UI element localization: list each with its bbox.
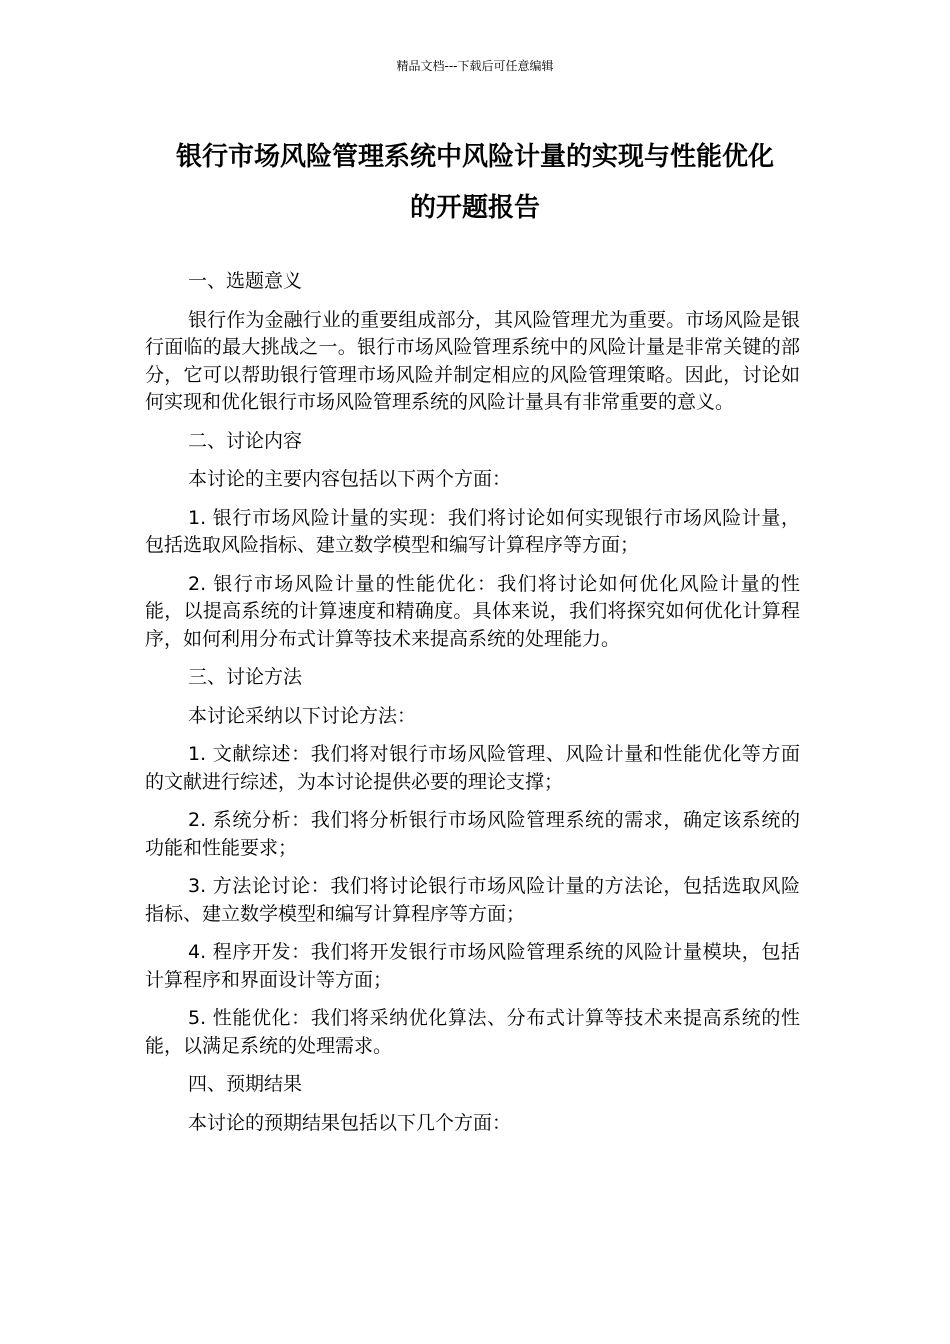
- title-line-1: 银行市场风险管理系统中风险计量的实现与性能优化: [175, 142, 774, 172]
- section-3-intro: 本讨论采纳以下讨论方法：: [188, 704, 417, 727]
- section-heading-4: 四、预期结果: [188, 1073, 303, 1095]
- document-title: [135, 132, 815, 234]
- section-1-paragraph: 银行作为金融行业的重要组成部分，其风险管理尤为重要。市场风险是银行面临的最大挑战之一。银行市场风险管理系统中的风险计量是非常关键的部分，它可以帮助银行管理市场风险并制定相应的风险管理策略。因此，讨论如何实现和优化银行市场风险管理系统的风险计量具有非常重要的意义。: [145, 308, 800, 413]
- section-4-intro: 本讨论的预期结果包括以下几个方面：: [188, 1111, 512, 1134]
- section-3-item-3: 3. 方法论讨论：我们将讨论银行市场风险计量的方法论，包括选取风险指标、建立数学模型和编写计算程序等方面；: [145, 875, 800, 925]
- section-3-item-5: 5. 性能优化：我们将采纳优化算法、分布式计算等技术来提高系统的性能，以满足系统的处理需求。: [145, 1007, 800, 1057]
- section-heading-3: 三、讨论方法: [188, 666, 303, 688]
- section-heading-1: 一、选题意义: [188, 270, 303, 292]
- header-note: 精品文档---下载后可任意编辑: [396, 59, 554, 73]
- section-3-item-4: 4. 程序开发：我们将开发银行市场风险管理系统的风险计量模块，包括计算程序和界面设计等方面；: [145, 941, 800, 991]
- section-heading-2: 二、讨论内容: [188, 429, 303, 452]
- section-3-item-1: 1. 文献综述：我们将对银行市场风险管理、风险计量和性能优化等方面的文献进行综述，为本讨论提供必要的理论支撑；: [145, 743, 800, 793]
- document-body: [145, 268, 800, 1148]
- section-3-item-2: 2. 系统分析：我们将分析银行市场风险管理系统的需求，确定该系统的功能和性能要求；: [145, 809, 800, 859]
- title-line-2: 的开题报告: [409, 193, 540, 223]
- section-2-item-1: 1. 银行市场风险计量的实现：我们将讨论如何实现银行市场风险计量，包括选取风险指标、建立数学模型和编写计算程序等方面；: [145, 506, 800, 556]
- section-2-item-2: 2. 银行市场风险计量的性能优化：我们将讨论如何优化风险计量的性能，以提高系统的计算速度和精确度。具体来说，我们将探究如何优化计算程序，如何利用分布式计算等技术来提高系统的处理能力。: [145, 572, 800, 650]
- section-2-intro: 本讨论的主要内容包括以下两个方面：: [188, 468, 512, 490]
